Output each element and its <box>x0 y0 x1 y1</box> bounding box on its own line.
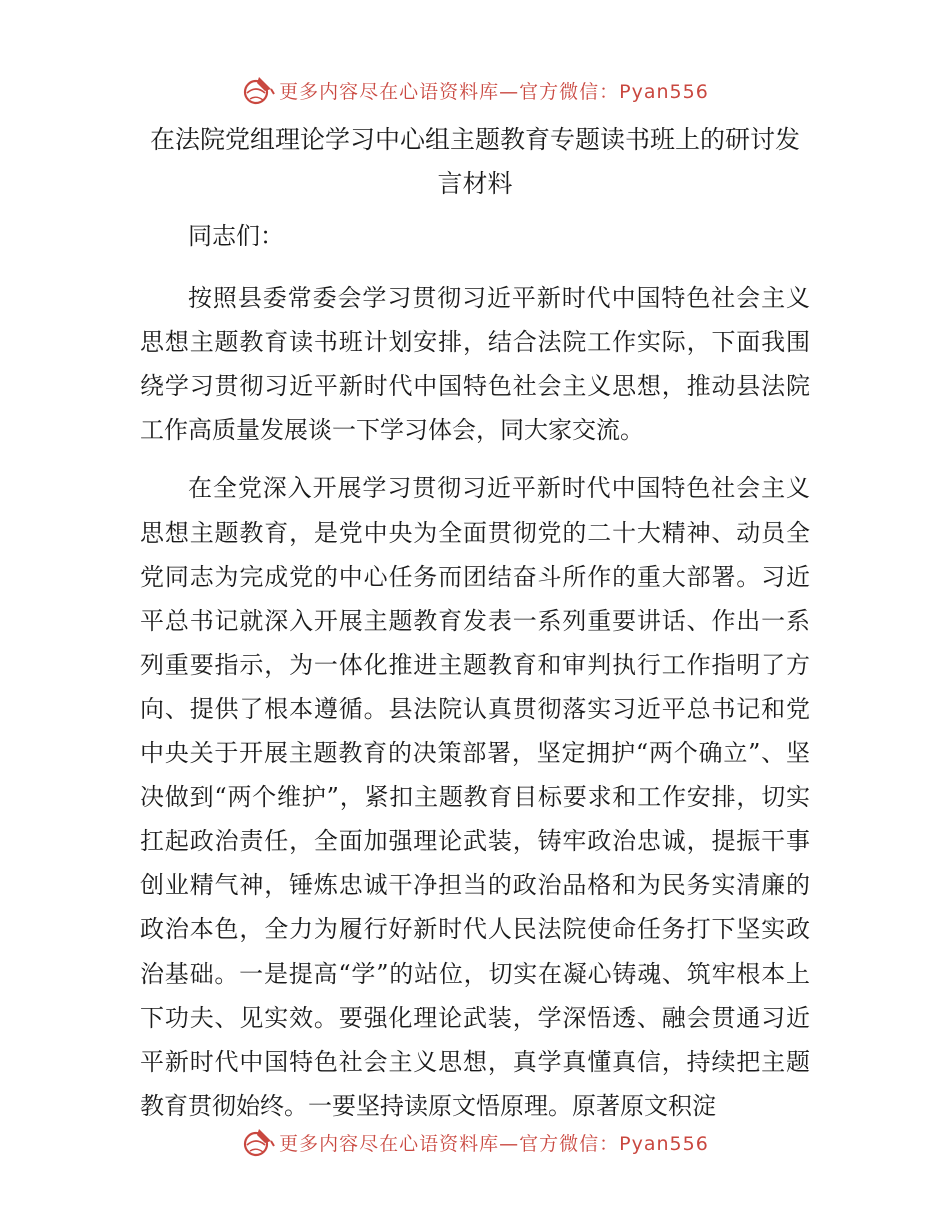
document-title: 在法院党组理论学习中心组主题教育专题读书班上的研讨发言材料 <box>149 125 800 198</box>
watermark-text: 更多内容尽在心语资料库—官方微信：Pyan556 <box>279 80 709 103</box>
pen-globe-icon <box>241 73 275 107</box>
watermark-text: 更多内容尽在心语资料库—官方微信：Pyan556 <box>279 1132 709 1155</box>
watermark-banner-top <box>0 70 950 110</box>
paragraph-2: 在全党深入开展学习贯彻习近平新时代中国特色社会主义思想主题教育，是党中央为全面贯彻党的二十大精神、动员全党同志为完成党的中心任务而团结奋斗所作的重大部署。习近平总书记就深入开展主题教育发表一系列重要讲话、作出一系列重要指示，为一体化推进主题教育和审判执行工作指明了方向、提供了根本遵循。县法院认真贯彻落实习近平总书记和党中央关于开展主题教育的决策部署，坚定拥护“两个确立”、坚决做到“两个维护”，紧扣主题教育目标要求和工作安排，切实扛起政治责任，全面加强理论武装，铸牢政治忠诚，提振干事创业精气神，锤炼忠诚干净担当的政治品格和为民务实清廉的政治本色，全力为履行好新时代人民法院使命任务打下坚实政治基础。一是提高“学”的站位，切实在凝心铸魂、筑牢根本上下功夫、见实效。要强化理论武装，学深悟透、融会贯通习近平新时代中国特色社会主义思想，真学真懂真信，持续把主题教育贯彻始终。一要坚持读原文悟原理。原著原文积淀 <box>140 474 810 1120</box>
pen-globe-icon <box>241 1125 275 1159</box>
paragraph-1: 按照县委常委会学习贯彻习近平新时代中国特色社会主义思想主题教育读书班计划安排，结合法院工作实际，下面我围绕学习贯彻习近平新时代中国特色社会主义思想，推动县法院工作高质量发展谈一下学习体会，同大家交流。 <box>140 284 810 445</box>
salutation: 同志们： <box>188 222 284 250</box>
document-body <box>140 214 810 1128</box>
watermark-banner-bottom <box>0 1122 950 1162</box>
